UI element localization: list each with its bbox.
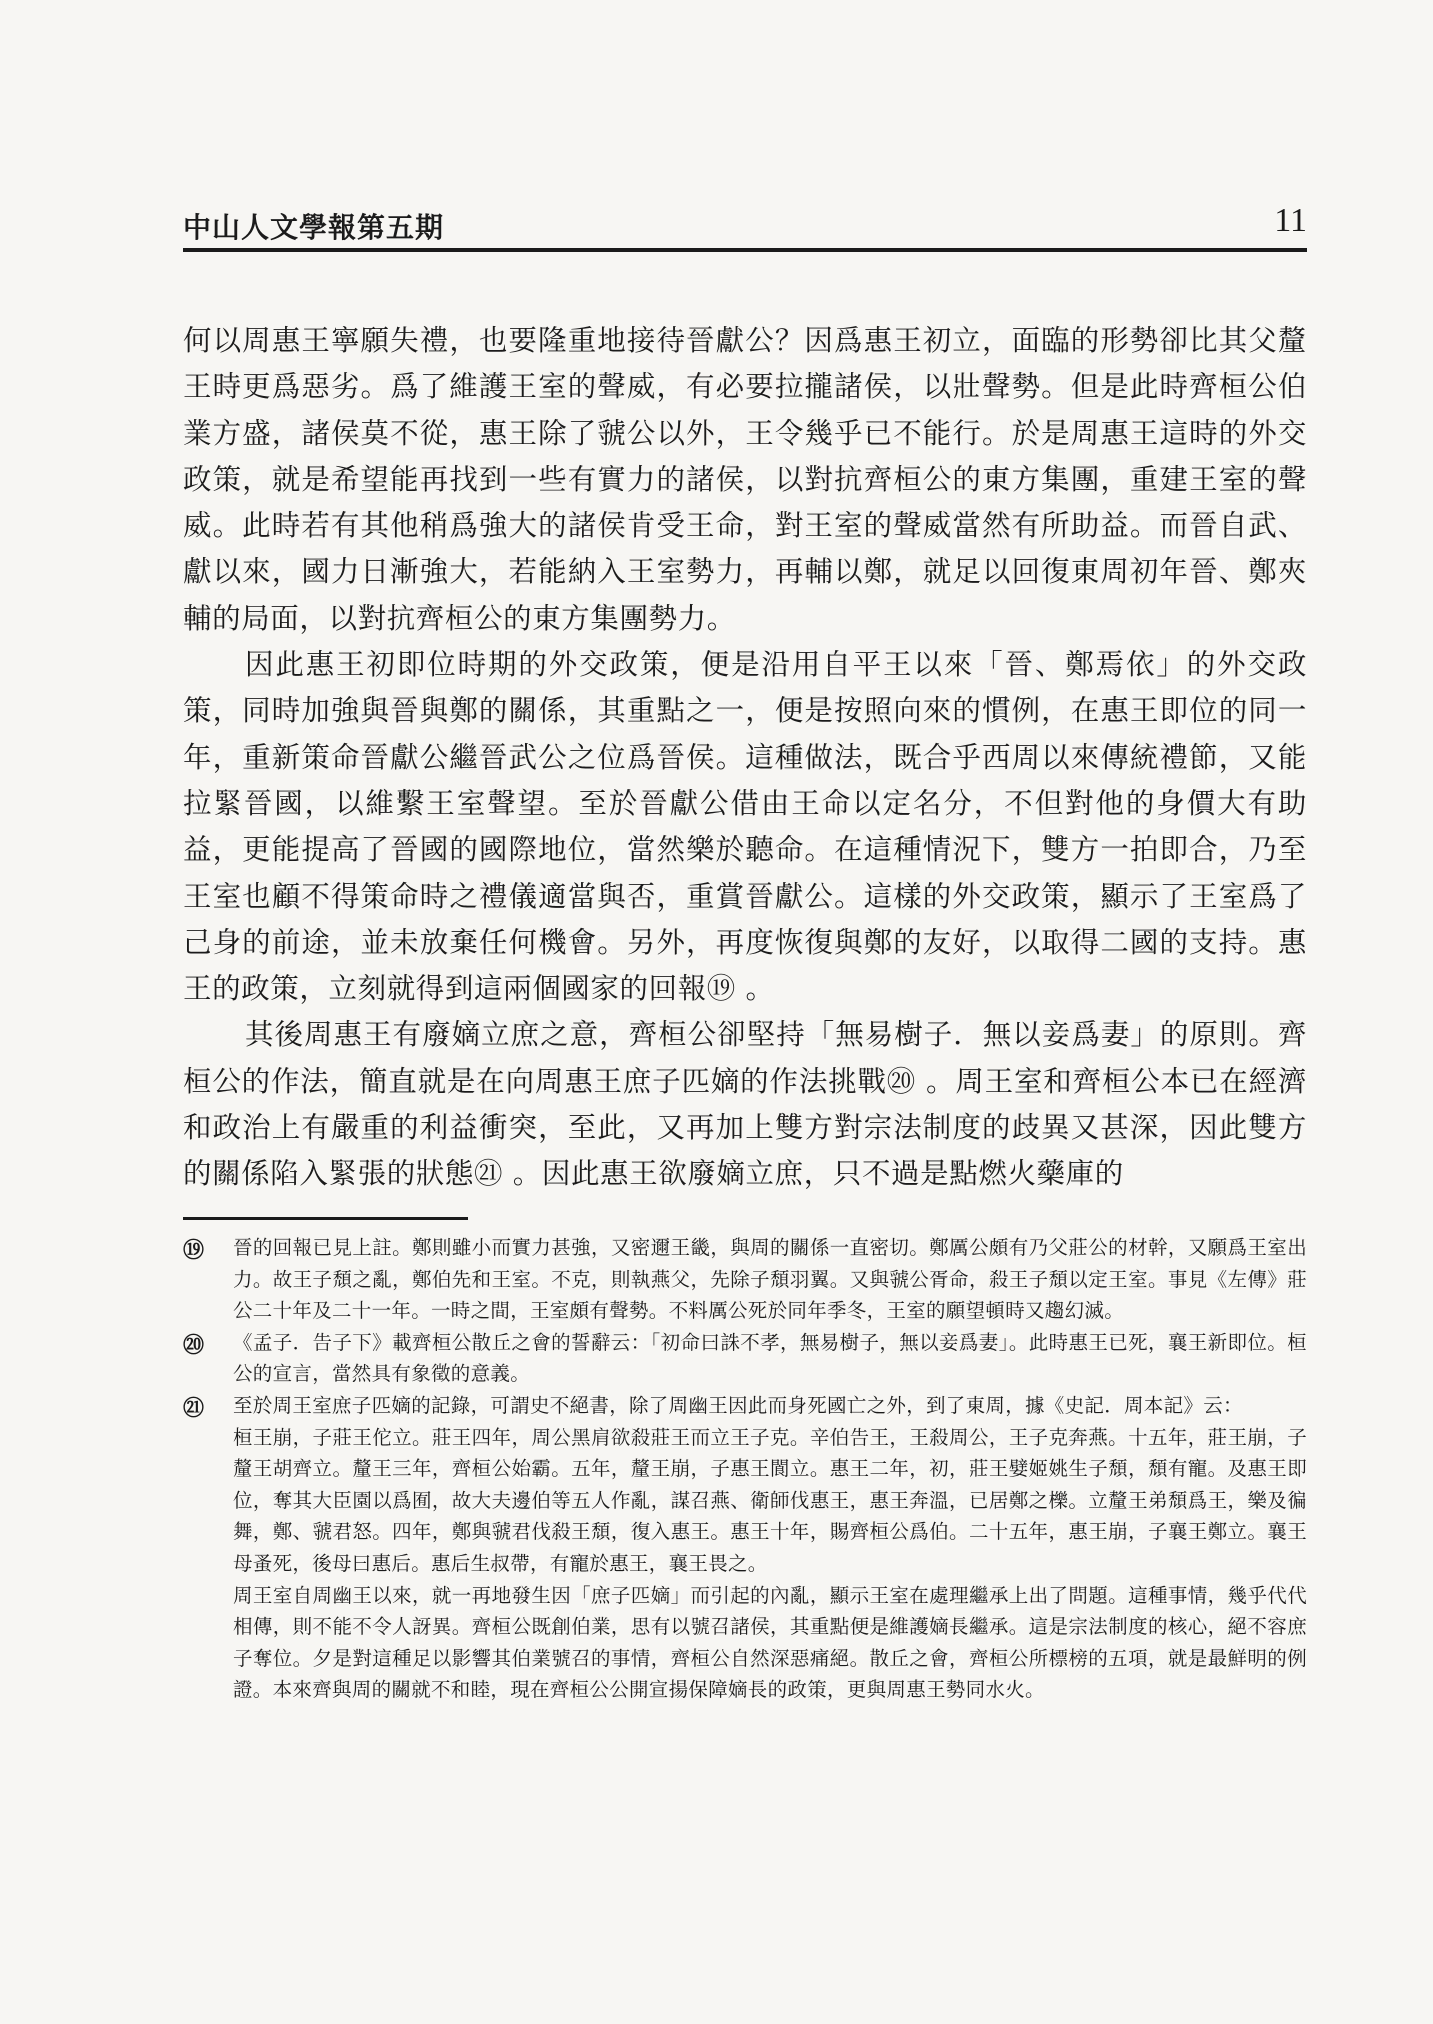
main-text: [183, 318, 1307, 1198]
footnote-text: 《孟子．告子下》載齊桓公散丘之會的誓辭云：「初命曰誅不孝，無易樹子，無以妾爲妻」。此時惠王已死，襄王新即位。桓公的宣言，當然具有象徵的意義。: [233, 1330, 1307, 1386]
footnote-commentary: 周王室自周幽王以來，就一再地發生因「庶子匹嫡」而引起的內亂，顯示王室在處理繼承上出了問題。這種事情，幾乎代代相傳，則不能不令人訝異。齊桓公既創伯業，思有以號召諸侯，其重點便是維護嫡長繼承。這是宗法制度的核心，絕不容庶子奪位。夕是對這種足以影響其伯業號召的事情，齊桓公自然深惡痛絕。散丘之會，齊桓公所標榜的五項，就是最鮮明的例證。本來齊與周的關就不和睦，現在齊桓公公開宣揚保障嫡長的政策，更與周惠王勢同水火。: [233, 1583, 1307, 1702]
footnote-text: 晉的回報已見上註。鄭則雖小而實力甚強，又密邇王畿，與周的關係一直密切。鄭厲公頗有乃父莊公的材幹，又願爲王室出力。故王子頹之亂，鄭伯先和王室。不克，則執燕父，先除子頹羽翼。又與虢公胥命，殺王子頹以定王室。事見《左傳》莊公二十年及二十一年。一時之間，王室頗有聲勢。不料厲公死於同年季冬，王室的願望頓時又趨幻滅。: [233, 1236, 1307, 1323]
paragraph-3: 其後周惠王有廢嫡立庶之意，齊桓公卻堅持「無易樹子．無以妾爲妻」的原則。齊桓公的作法，簡直就是在向周惠王庶子匹嫡的作法挑戰⑳ 。周王室和齊桓公本已在經濟和政治上有嚴重的利益衝突，至此，又再加上雙方對宗法制度的歧異又甚深，因此雙方的關係陷入緊張的狀態㉑ 。因此惠王欲廢嫡立庶，只不過是點燃火藥庫的: [183, 1018, 1307, 1191]
footnote-19: [183, 1232, 1307, 1327]
footnote-separator: [183, 1217, 468, 1220]
footnote-marker: ⑳: [183, 1332, 204, 1357]
footnote-21: [183, 1390, 1307, 1706]
paragraph-1: 何以周惠王寧願失禮，也要隆重地接待晉獻公？因爲惠王初立，面臨的形勢卻比其父釐王時更爲惡劣。爲了維護王室的聲威，有必要拉攏諸侯，以壯聲勢。但是此時齊桓公伯業方盛，諸侯莫不從，惠王除了虢公以外，王令幾乎已不能行。於是周惠王這時的外交政策，就是希望能再找到一些有實力的諸侯，以對抗齊桓公的東方集團，重建王室的聲威。此時若有其他稍爲強大的諸侯肯受王命，對王室的聲威當然有所助益。而晉自武、獻以來，國力日漸強大，若能納入王室勢力，再輔以鄭，就足以回復東周初年晉、鄭夾輔的局面，以對抗齊桓公的東方集團勢力。: [183, 324, 1307, 635]
page-number: 11: [1274, 202, 1307, 239]
footnote-20: [183, 1327, 1307, 1390]
footnote-quotation: 桓王崩，子莊王佗立。莊王四年，周公黑肩欲殺莊王而立王子克。辛伯告王，王殺周公，王子克奔燕。十五年，莊王崩，子釐王胡齊立。釐王三年，齊桓公始霸。五年，釐王崩，子惠王閬立。惠王二年，初，莊王嬖姬姚生子頹，頹有寵。及惠王即位，奪其大臣園以爲囿，故大夫邊伯等五人作亂，謀召燕、衛師伐惠王，惠王奔溫，已居鄭之櫟。立釐王弟頹爲王，樂及徧舞，鄭、虢君怒。四年，鄭與虢君伐殺王頹，復入惠王。惠王十年，賜齊桓公爲伯。二十五年，惠王崩，子襄王鄭立。襄王母蚤死，後母曰惠后。惠后生叔帶，有寵於惠王，襄王畏之。: [233, 1425, 1307, 1575]
footnotes: [183, 1232, 1307, 1706]
paragraph-2: 因此惠王初即位時期的外交政策，便是沿用自平王以來「晉、鄭焉依」的外交政策，同時加強與晉與鄭的關係，其重點之一，便是按照向來的慣例，在惠王即位的同一年，重新策命晉獻公繼晉武公之位爲晉侯。這種做法，既合乎西周以來傳統禮節，又能拉緊晉國，以維繫王室聲望。至於晉獻公借由王命以定名分，不但對他的身價大有助益，更能提高了晉國的國際地位，當然樂於聽命。在這種情況下，雙方一拍即合，乃至王室也顧不得策命時之禮儀適當與否，重賞晉獻公。這樣的外交政策，顯示了王室爲了己身的前途，並未放棄任何機會。另外，再度恢復與鄭的友好，以取得二國的支持。惠王的政策，立刻就得到這兩個國家的回報⑲ 。: [183, 648, 1307, 1006]
running-header: [183, 202, 1307, 248]
footnote-marker: ⑲: [183, 1238, 204, 1262]
footnote-marker: ㉑: [183, 1395, 204, 1420]
footnote-text: 至於周王室庶子匹嫡的記錄，可謂史不絕書，除了周幽王因此而身死國亡之外，到了東周，據《史記．周本記》云：: [233, 1393, 1243, 1417]
header-rule: [183, 248, 1307, 252]
journal-title: 中山人文學報第五期: [183, 211, 445, 244]
